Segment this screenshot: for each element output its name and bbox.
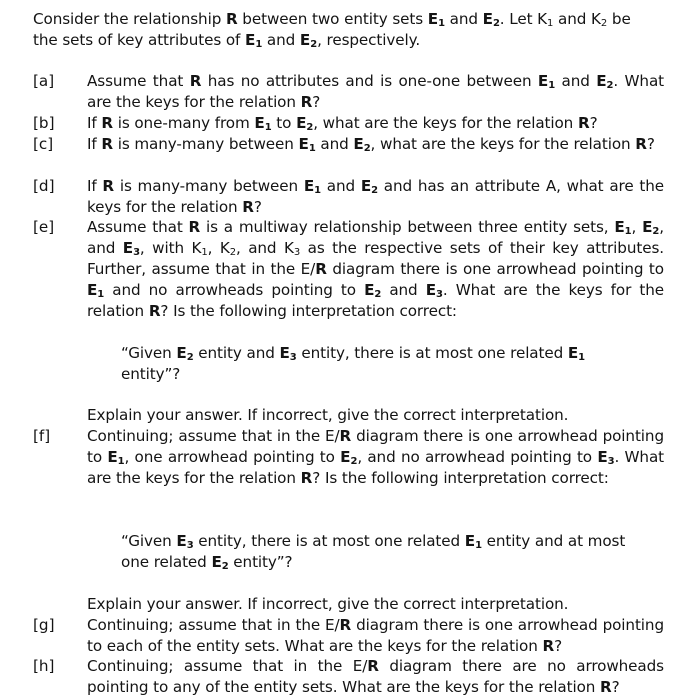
item-text-c: If R is many-many between $E_1$ and $E_2$, what are the keys for the relation R?: [87, 135, 655, 154]
intro-line-1: Consider the relationship R between two entity sets $E_1$ and $E_2$. Let $K_1$ and $K_2$ be: [33, 10, 631, 29]
explain-e: Explain your answer. If incorrect, give the correct interpretation.: [87, 406, 569, 424]
item-label-g: [g]: [33, 616, 55, 634]
item-text-h: Continuing; assume that in the E/R diagram there are no arrowheads pointing to any of the entity sets. What are the keys for the relation R?: [87, 657, 664, 696]
item-label-h: [h]: [33, 657, 55, 675]
item-text-e: Assume that R is a multiway relationship between three entity sets, $E_1$, $E_2$, and $E_3$, with $K_1$, $K_2$, and $K_3$ as the respective sets of their key attributes. Further, assume that in the E/R diagram there is one arrowhead pointing to $E_1$ and no arrowheads pointing to $E_2$ and $E_3$. What are the keys for the relation R? Is the following interpretation correct:: [87, 218, 664, 320]
item-label-f: [f]: [33, 427, 51, 445]
item-label-d: [d]: [33, 177, 55, 195]
quote-f: “Given $E_3$ entity, there is at most one related $E_1$ entity and at most one related $E_2$ entity”?: [121, 532, 626, 572]
intro-line-2: the sets of key attributes of $E_1$ and $E_2$, respectively.: [33, 31, 421, 50]
item-text-g: Continuing; assume that in the E/R diagram there is one arrowhead pointing to each of the entity sets. What are the keys for the relation R?: [87, 616, 664, 655]
quote-e: “Given $E_2$ entity and $E_3$ entity, there is at most one related $E_1$ entity”?: [121, 344, 586, 383]
item-label-a: [a]: [33, 72, 55, 90]
item-label-e: [e]: [33, 218, 55, 236]
item-text-f: Continuing; assume that in the E/R diagram there is one arrowhead pointing to $E_1$, one arrowhead pointing to $E_2$, and no arrowhead pointing to $E_3$. What are the keys for the relation R? Is the following interpretation correct:: [87, 427, 664, 487]
item-text-a: Assume that R has no attributes and is one-one between $E_1$ and $E_2$. What are the keys for the relation R?: [87, 72, 665, 111]
explain-f: Explain your answer. If incorrect, give the correct interpretation.: [87, 595, 569, 613]
item-text-b: If R is one-many from $E_1$ to $E_2$, what are the keys for the relation R?: [87, 114, 598, 133]
item-label-c: [c]: [33, 135, 54, 153]
item-text-d: If R is many-many between $E_1$ and $E_2$ and has an attribute A, what are the keys for the relation R?: [87, 177, 665, 216]
item-label-b: [b]: [33, 114, 55, 132]
